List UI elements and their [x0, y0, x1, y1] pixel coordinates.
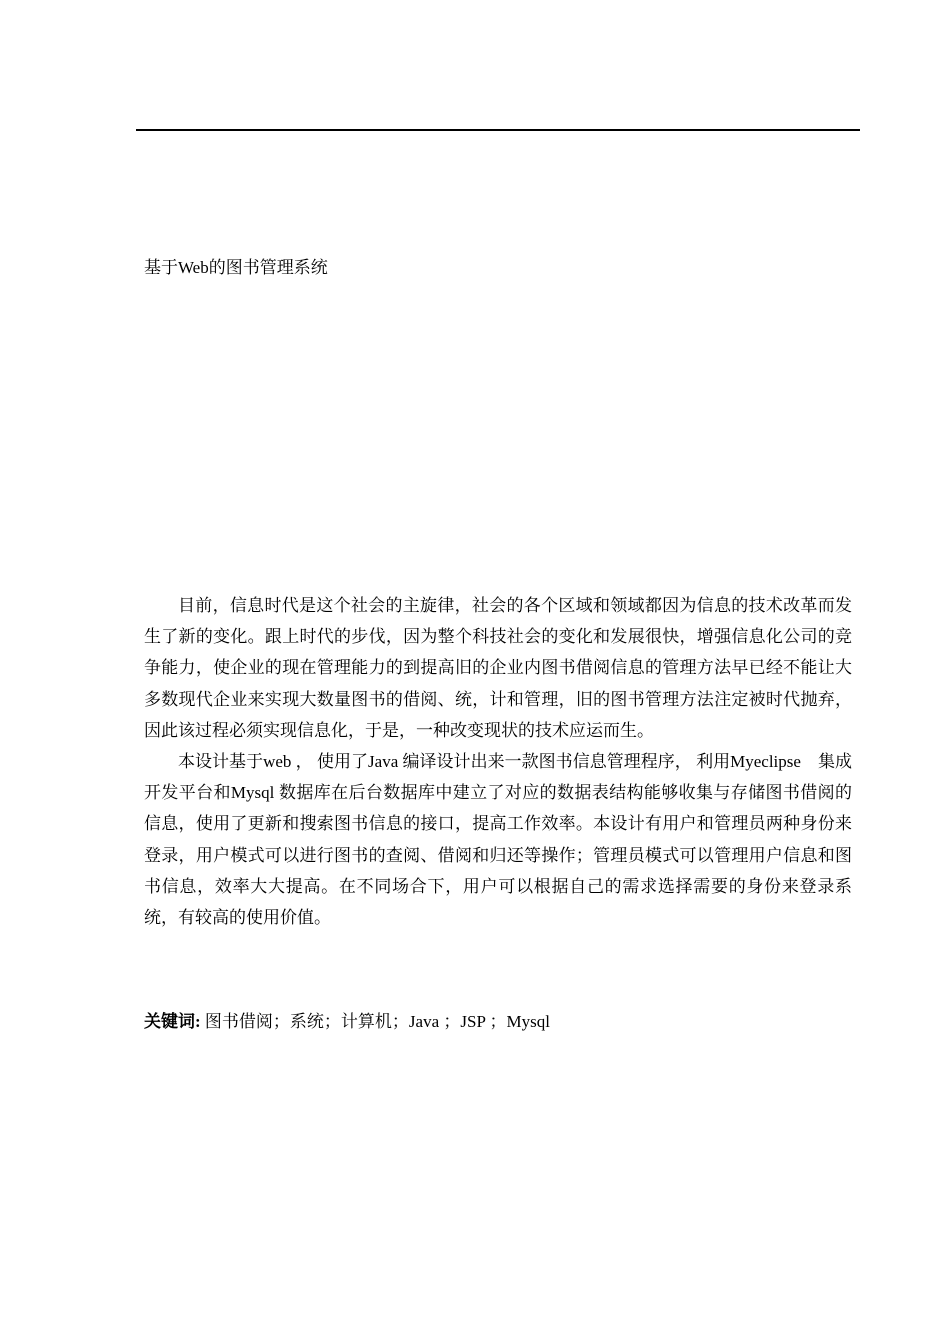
abstract-paragraph-2: 本设计基于web ， 使用了Java 编译设计出来一款图书信息管理程序， 利用Myeclipse 集成开发平台和Mysql 数据库在后台数据库中建立了对应的数据表结构能够收集与存储图书借阅的信息，使用了更新和搜索图书信息的接口，提高工作效率。本设计有用户和管理员两种身份来登录，用户模式可以进行图书的查阅、借阅和归还等操作；管理员模式可以管理用户信息和图书信息，效率大大提高。在不同场合下，用户可以根据自己的需求选择需要的身份来登录系统，有较高的使用价值。 [144, 752, 852, 928]
document-title: 基于Web的图书管理系统 [144, 258, 328, 277]
header-rule [136, 129, 860, 131]
abstract-paragraph-1: 目前，信息时代是这个社会的主旋律，社会的各个区域和领域都因为信息的技术改革而发生了新的变化。跟上时代的步伐，因为整个科技社会的变化和发展很快，增强信息化公司的竞争能力，使企业的现在管理能力的到提高旧的企业内图书借阅信息的管理方法早已经不能让大多数现代企业来实现大数量图书的借阅、统，计和管理，旧的图书管理方法注定被时代抛弃，因此该过程必须实现信息化，于是，一种改变现状的技术应运而生。 [144, 596, 852, 740]
abstract [144, 590, 852, 933]
keywords-label: 关键词: [144, 1012, 201, 1031]
keywords-line [144, 1008, 550, 1036]
keywords-list: 图书借阅；系统；计算机；Java ；JSP ；Mysql [204, 1012, 550, 1031]
